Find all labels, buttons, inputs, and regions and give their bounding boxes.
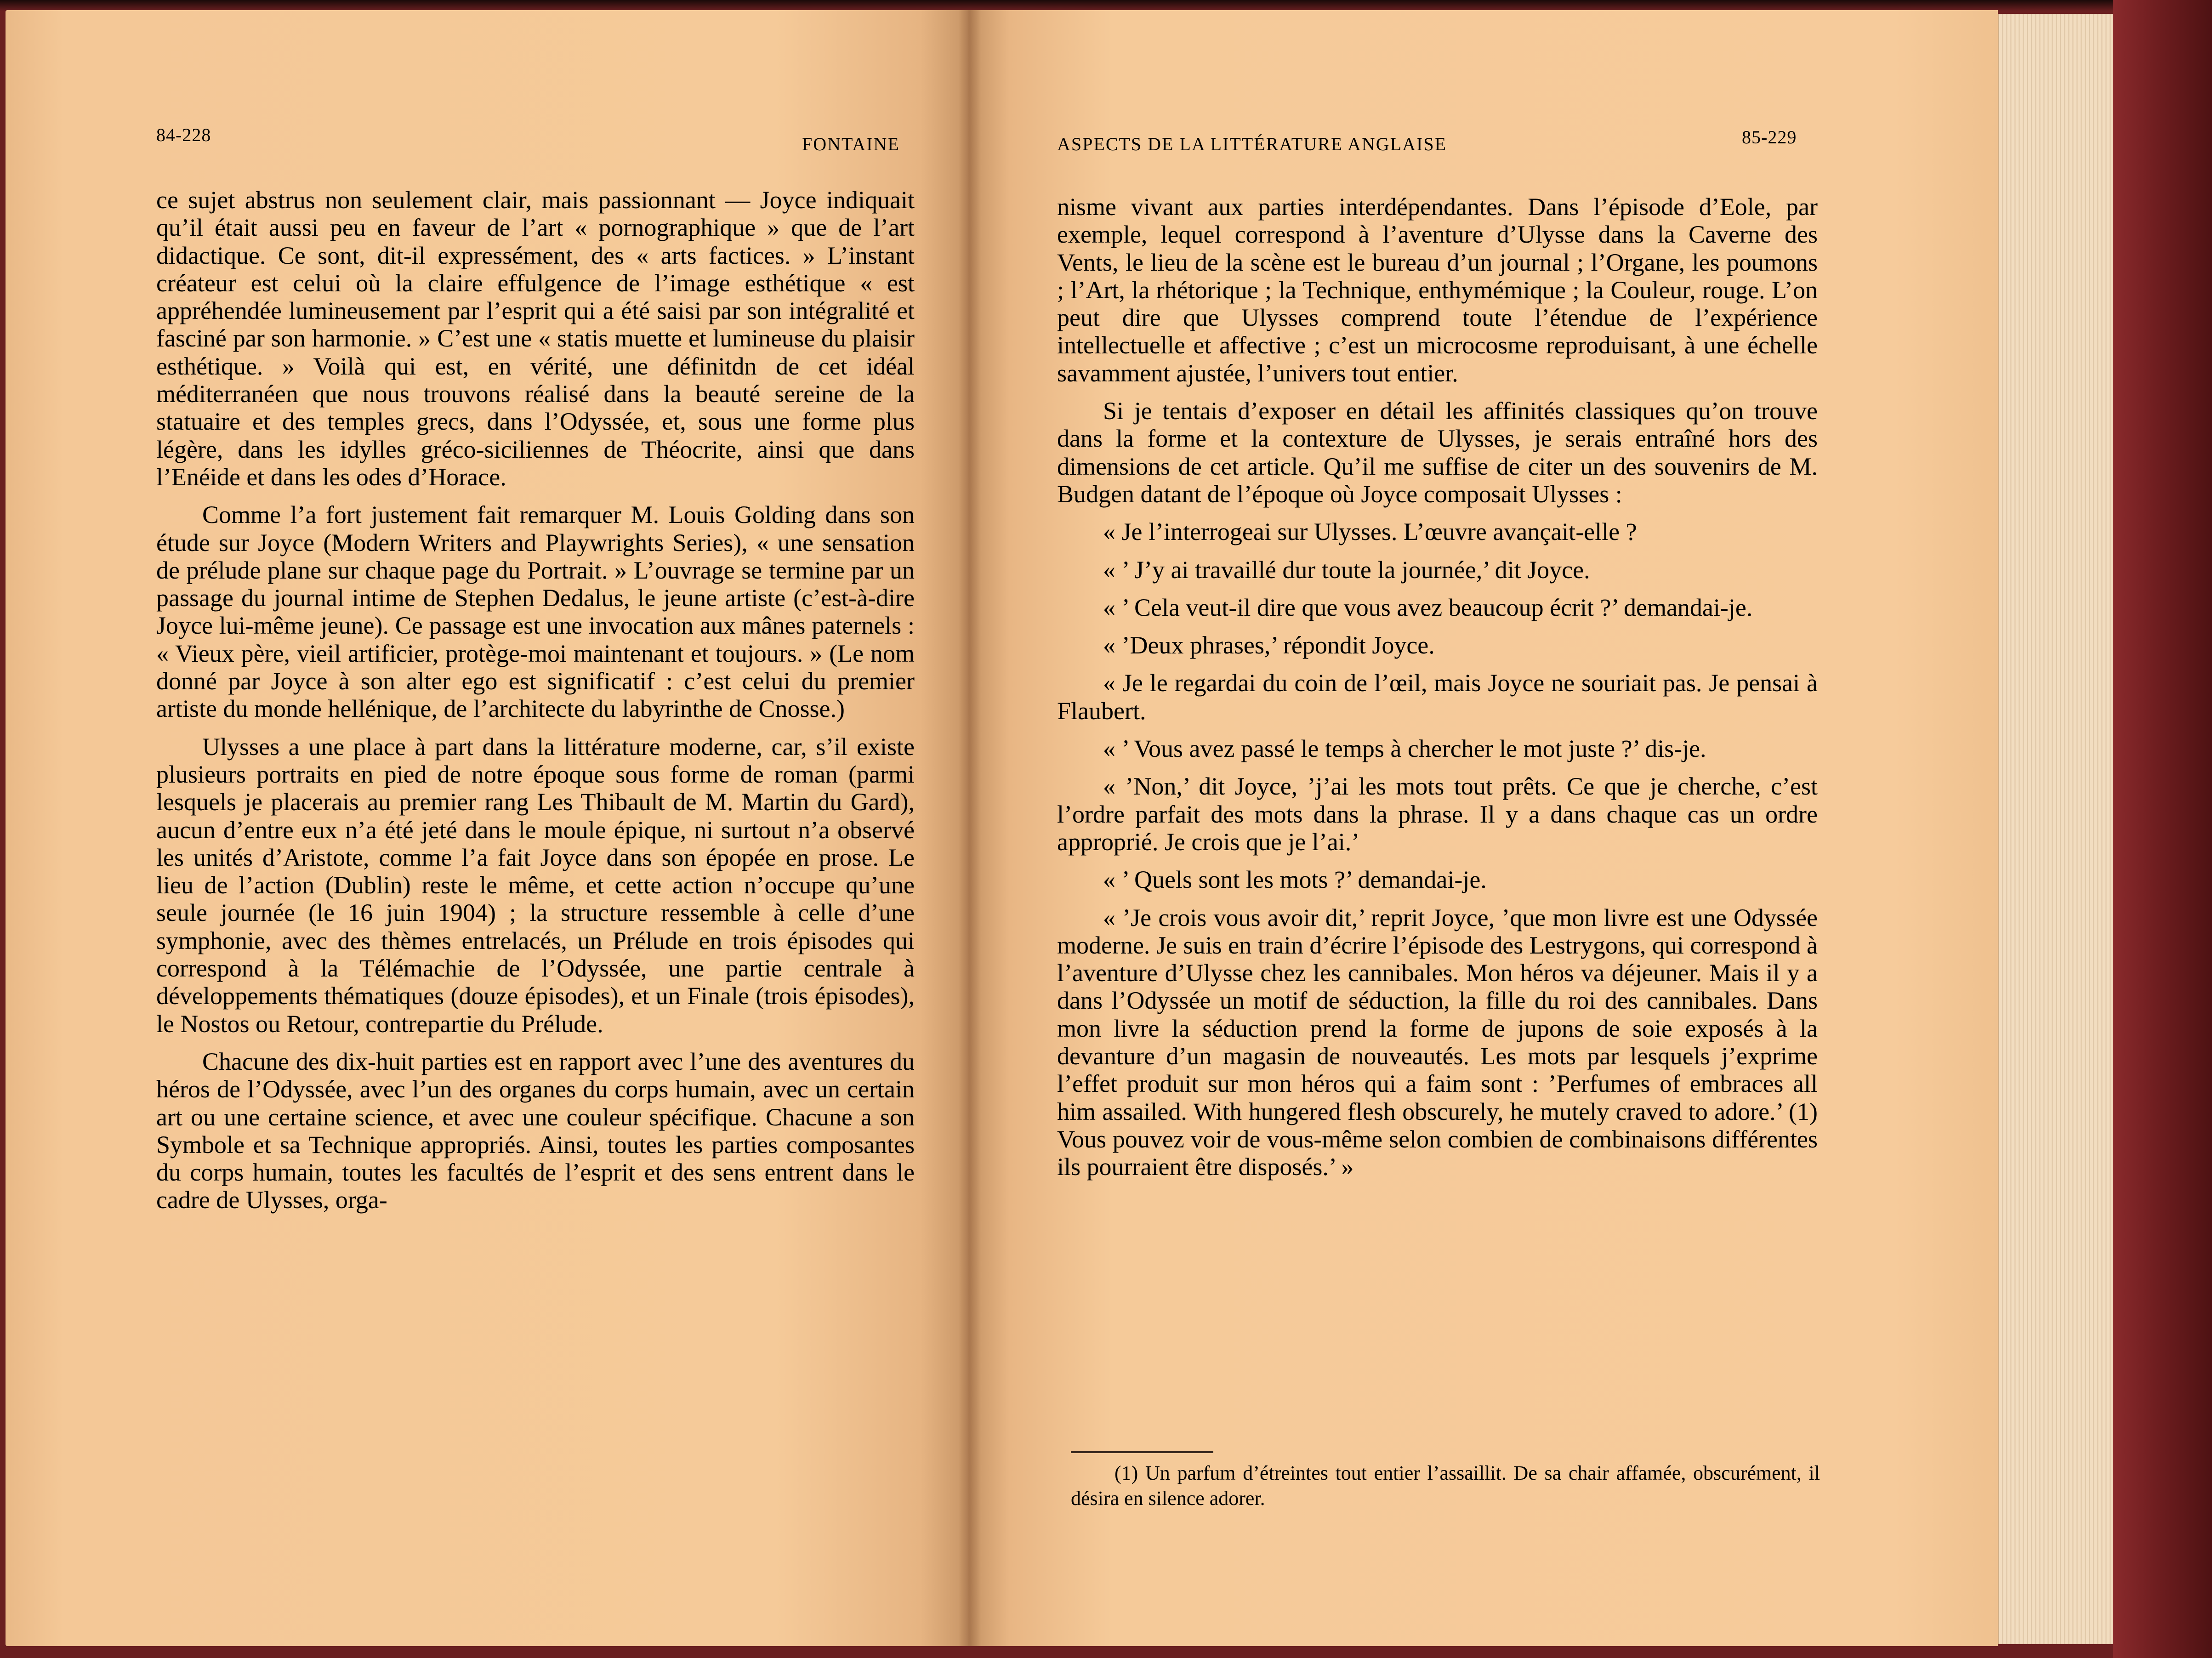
book-cover-top [0, 0, 2212, 11]
footnote-text: (1) Un parfum d’étreintes tout entier l’assaillit. De sa chair affamée, obscurément, il désira en silence adorer. [1071, 1462, 1820, 1510]
quote-line: « ’ Cela veut-il dire que vous avez beaucoup écrit ?’ demandai-je. [1103, 593, 1753, 621]
quote-line: « ’Je crois vous avoir dit,’ reprit Joyce, ’que mon livre est une Odyssée moderne. Je suis en train d’écrire l’épisode des Lestrygons, qui correspond à l’aventure d’Ulysse chez les cannibales. Mon héros va déjeuner. Mais il y a dans l’Odyssée un motif de séduction, la fille du roi des cannibales. Dans mon livre la séduction prend la forme de jupons de soie exposés à la devanture d’un magasin de nouveautés. Les mots par lesquels j’exprime l’effet produit sur mon héros qui a faim sont : ’Perfumes of embraces all him assailed. With hungered flesh obscurely, he mutely craved to adore.’ (1) Vous pouvez voir de vous-même selon combien de combinaisons différentes ils pourraient être disposés.’ » [1057, 903, 1818, 1181]
paragraph: Comme l’a fort justement fait remarquer M. Louis Golding dans son étude sur Joyce (Modern Writers and Playwrights Series), « une sensation de prélude plane sur chaque page du Portrait. » L’ouvrage se termine par un passage du journal intime de Stephen Dedalus, le jeune artiste (c’est-à-dire Joyce lui-même jeune). Ce passage est une invocation aux mânes paternels : « Vieux père, vieil artificier, protège-moi maintenant et toujours. » (Le nom donné par Joyce à son alter ego est significatif : c’est celui du premier artiste du monde hellénique, de l’architecte du labyrinthe de Cnosse.) [156, 501, 915, 723]
book-cover-edge [2113, 0, 2212, 1658]
right-page-number: 85-229 [1742, 127, 1797, 148]
left-running-title: FONTAINE [802, 134, 900, 154]
quote-line: « ’ Vous avez passé le temps à chercher le mot juste ?’ dis-je. [1103, 735, 1706, 763]
paragraph: Ulysses a une place à part dans la littérature moderne, car, s’il existe plusieurs portraits en pied de notre époque sous forme de roman (parmi lesquels je placerais au premier rang Les Thibault de M. Martin du Gard), aucun d’entre eux n’a été jeté dans le moule épique, ni surtout n’a observé les unités d’Aristote, comme l’a fait Joyce dans son épopée en prose. Le lieu de l’action (Dublin) reste le même, et cette action n’occupe qu’une seule journée (le 16 juin 1904) ; la structure ressemble à celle d’une symphonie, avec des thèmes entrelacés, un Prélude en trois épisodes qui correspond à la Télémachie de l’Odyssée, une partie centrale à développements thématiques (douze épisodes), et un Finale (trois épisodes), le Nostos ou Retour, contrepartie du Prélude. [156, 732, 915, 1038]
quote-line: « Je le regardai du coin de l’œil, mais Joyce ne souriait pas. Je pensai à Flaubert. [1057, 669, 1818, 725]
left-page-text [156, 186, 915, 1214]
footnote-rule [1071, 1451, 1213, 1453]
right-page-text [1057, 193, 1818, 1181]
paragraph: nisme vivant aux parties interdépendantes. Dans l’épisode d’Eole, par exemple, lequel correspond à l’aventure d’Ulysse dans la Caverne des Vents, le lieu de la scène est le bureau d’un journal ; l’Organe, les poumons ; l’Art, la rhétorique ; la Technique, enthymémique ; la Couleur, rouge. L’on peut dire que Ulysses comprend toute l’étendue de l’expérience intellectuelle et affective ; c’est un microcosme reproduisant, à une échelle savamment ajustée, l’univers tout entier. [1057, 193, 1818, 387]
book-gutter [958, 10, 981, 1646]
quote-line: « ’ J’y ai travaillé dur toute la journée,’ dit Joyce. [1103, 556, 1590, 584]
quote-line: « Je l’interrogeai sur Ulysses. L’œuvre avançait-elle ? [1103, 518, 1637, 546]
right-running-title: ASPECTS DE LA LITTÉRATURE ANGLAISE [1057, 134, 1447, 154]
quote-line: « ’Deux phrases,’ répondit Joyce. [1103, 631, 1435, 659]
paragraph: ce sujet abstrus non seulement clair, mais passionnant — Joyce indiquait qu’il était aussi peu en faveur de l’art « pornographique » que de l’art didactique. Ce sont, dit-il expressément, des « arts factices. » L’instant créateur est celui où la claire effulgence de l’image esthétique « est appréhendée lumineusement par l’esprit qui a été saisi par son intégralité et fasciné par son harmonie. » C’est une « statis muette et lumineuse du plaisir esthétique. » Voilà qui est, en vérité, une définitdn de cet idéal méditerranéen que nous trouvons réalisé dans la beauté sereine de la statuaire et des temples grecs, dans l’Odyssée, et, sous une forme plus légère, dans les idylles gréco-siciliennes de Théocrite, ainsi que dans l’Enéide et dans les odes d’Horace. [156, 186, 915, 491]
page-edges [1998, 14, 2114, 1644]
paragraph: Chacune des dix-huit parties est en rapport avec l’une des aventures du héros de l’Odyssée, avec l’un des organes du corps humain, avec un certain art ou une certaine science, et avec une couleur spécifique. Chacune a son Symbole et sa Technique appropriés. Ainsi, toutes les parties composantes du corps humain, toutes les facultés de l’esprit et des sens entrent dans le cadre de Ulysses, orga- [156, 1047, 915, 1214]
quote-line: « ’ Quels sont les mots ?’ demandai-je. [1103, 866, 1487, 894]
footnote [1071, 1460, 1820, 1511]
paragraph: Si je tentais d’exposer en détail les affinités classiques qu’on trouve dans la forme et la contexture de Ulysses, je serais entraîné hors des dimensions de cet article. Qu’il me suffise de citer un des souvenirs de M. Budgen datant de l’époque où Joyce composait Ulysses : [1057, 397, 1818, 508]
quote-line: « ’Non,’ dit Joyce, ’j’ai les mots tout prêts. Ce que je cherche, c’est l’ordre parfait des mots dans la phrase. Il y a dans chaque cas un ordre approprié. Je crois que je l’ai.’ [1057, 772, 1818, 856]
left-page-number: 84-228 [156, 125, 211, 145]
